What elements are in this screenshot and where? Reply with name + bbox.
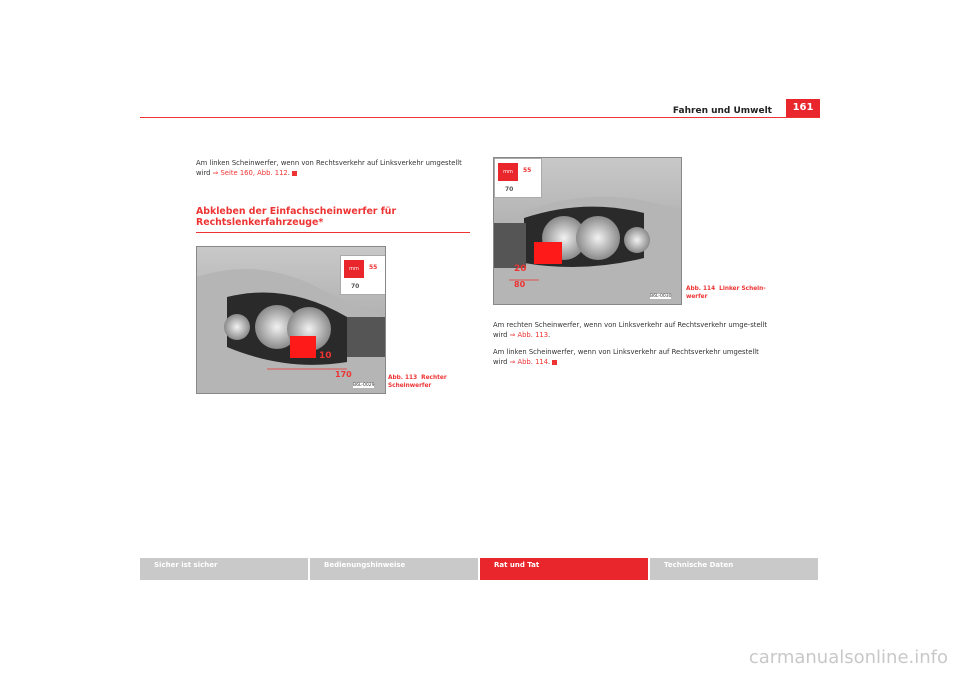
- section-heading: Abkleben der Einfachscheinwerfer für Rechtslenkerfahrzeuge*: [196, 206, 397, 228]
- offset-label: 20: [514, 264, 527, 274]
- end-of-section-mark: [292, 171, 297, 176]
- dimension-key-113: [340, 255, 386, 295]
- dim-width-label: 70: [505, 186, 514, 193]
- dim-width-label: 70: [351, 283, 360, 290]
- figure-code: B6L-0029: [353, 383, 375, 388]
- caption-text: Rechter Scheinwerfer: [388, 375, 447, 389]
- dim-height-label: 55: [369, 264, 378, 271]
- distance-label: 80: [514, 280, 526, 289]
- caption-label: Abb. 113: [388, 375, 418, 381]
- left-top-paragraph: Am linken Scheinwerfer, wenn von Rechtsverkehr auf Linksverkehr umgestellt wird ⇒ Seite 160, Abb. 112.: [196, 159, 462, 177]
- paragraph-text: Am rechten Scheinwerfer, wenn von Linksverkehr auf Rechtsverkehr umge-stellt wird: [493, 321, 768, 339]
- paragraph-text: Am linken Scheinwerfer, wenn von Linksverkehr auf Rechtsverkehr umgestellt wird: [493, 348, 759, 366]
- right-paragraph-1: Am rechten Scheinwerfer, wenn von Linksverkehr auf Rechtsverkehr umge-stellt wird ⇒ Abb. 113.: [493, 321, 768, 339]
- right-paragraph-2: Am linken Scheinwerfer, wenn von Linksverkehr auf Rechtsverkehr umgestellt wird ⇒ Abb. 114.: [493, 348, 759, 366]
- watermark-text: carmanualsonline.info: [748, 647, 948, 668]
- page-number-badge: 161: [786, 99, 820, 117]
- figure-reference-link[interactable]: ⇒ Abb. 113: [509, 331, 549, 339]
- distance-label: 170: [335, 370, 352, 379]
- figure-114-caption: [686, 285, 776, 301]
- figure-reference-link[interactable]: ⇒ Abb. 114: [509, 358, 549, 366]
- dim-height-label: 55: [523, 167, 532, 174]
- caption-label: Abb. 114: [686, 286, 716, 292]
- heading-rule: [196, 232, 470, 233]
- dimension-key-114: [494, 158, 542, 198]
- end-of-section-mark: [552, 360, 557, 365]
- paragraph-text: Am linken Scheinwerfer, wenn von Rechtsverkehr auf Linksverkehr umgestellt wird: [196, 159, 462, 177]
- running-header-title: Fahren und Umwelt: [672, 106, 772, 116]
- page-reference-link[interactable]: ⇒ Seite 160, Abb. 112: [212, 169, 288, 177]
- header-rule: [140, 117, 820, 118]
- figure-113-headlight: [196, 246, 386, 394]
- tab-technische-daten[interactable]: Technische Daten: [650, 558, 818, 580]
- figure-114-headlight: [493, 157, 682, 305]
- tab-bedienungshinweise[interactable]: Bedienungshinweise: [310, 558, 478, 580]
- tab-sicher-ist-sicher[interactable]: Sicher ist sicher: [140, 558, 308, 580]
- tab-rat-und-tat[interactable]: Rat und Tat: [480, 558, 648, 580]
- figure-code: B6L-0030: [650, 294, 672, 299]
- figure-113-caption: [388, 374, 468, 390]
- offset-label: 10: [319, 351, 332, 361]
- caption-text: Linker Schein-werfer: [686, 286, 766, 300]
- unit-box: mm: [344, 260, 364, 278]
- unit-box: mm: [498, 163, 518, 181]
